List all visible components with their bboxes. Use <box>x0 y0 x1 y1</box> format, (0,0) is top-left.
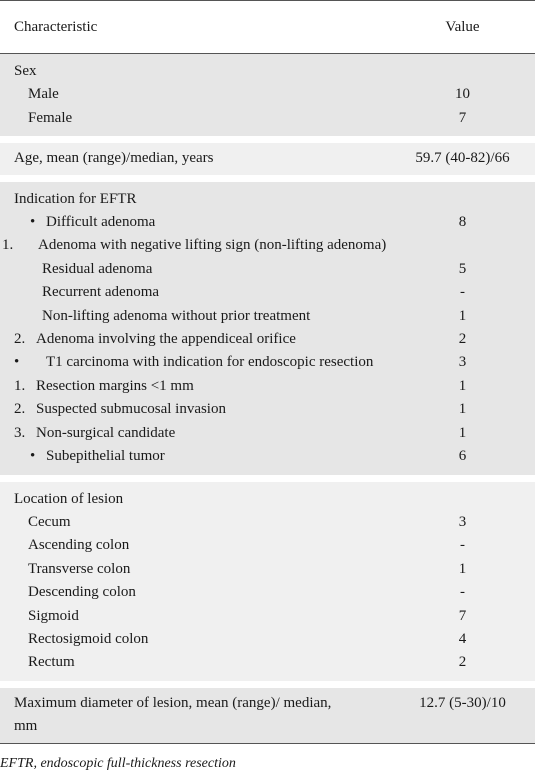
margins-label: Resection margins <1 mm <box>36 377 194 394</box>
list-number: 3. <box>14 424 26 441</box>
location-label: Location of lesion <box>14 490 124 507</box>
t1-value: 3 <box>458 354 467 371</box>
nonlifting-label: Adenoma with negative lifting sign (non-lifting adenoma) <box>38 237 387 254</box>
indication-label: Indication for EFTR <box>14 190 137 207</box>
sex-label: Sex <box>14 63 37 79</box>
location-item-label: Transverse colon <box>28 560 131 577</box>
table-row <box>0 351 535 374</box>
male-label: Male <box>28 86 59 103</box>
location-item-value: 2 <box>458 654 467 671</box>
bullet-icon: • <box>30 448 36 465</box>
location-item-value: 7 <box>458 607 467 624</box>
table-row <box>0 234 535 257</box>
sex-group <box>0 54 535 137</box>
list-number: 2. <box>14 331 26 348</box>
bullet-icon: • <box>14 354 20 371</box>
location-item-value: - <box>460 584 465 601</box>
bullet-icon: • <box>30 214 36 231</box>
table-row <box>0 143 535 174</box>
table-row <box>0 558 535 581</box>
table-row <box>0 211 535 234</box>
table-row <box>0 258 535 281</box>
diameter-label: Maximum diameter of lesion, mean (range)/ median, mm <box>0 688 390 743</box>
table-row <box>0 534 535 557</box>
appendiceal-value: 2 <box>458 331 467 348</box>
location-group <box>0 482 535 681</box>
nonsurgical-value: 1 <box>458 424 467 441</box>
location-item-value: - <box>460 537 465 554</box>
residual-label: Residual adenoma <box>42 260 153 277</box>
table-header-row <box>0 1 535 54</box>
location-item-value: 3 <box>458 513 467 530</box>
noprior-value: 1 <box>458 307 467 324</box>
location-item-label: Rectosigmoid colon <box>28 630 149 647</box>
table-row <box>0 305 535 328</box>
table-row <box>0 398 535 421</box>
margins-value: 1 <box>458 377 467 394</box>
table-row <box>0 83 535 106</box>
location-item-value: 1 <box>458 560 467 577</box>
header-characteristic: Characteristic <box>0 1 390 54</box>
table-row <box>0 511 535 534</box>
location-item-label: Ascending colon <box>28 537 130 554</box>
location-item-label: Descending colon <box>28 584 136 601</box>
table-row <box>0 688 535 743</box>
table-row <box>0 651 535 680</box>
table-row <box>0 482 535 511</box>
indication-group <box>0 182 535 475</box>
nonsurgical-label: Non-surgical candidate <box>36 424 176 441</box>
residual-value: 5 <box>458 260 467 277</box>
table-row <box>0 182 535 211</box>
male-value: 10 <box>455 86 470 103</box>
diameter-group <box>0 688 535 743</box>
list-number: 1. <box>14 377 26 394</box>
table-row <box>0 605 535 628</box>
location-item-label: Sigmoid <box>28 607 79 624</box>
appendiceal-label: Adenoma involving the appendiceal orifice <box>36 331 296 348</box>
list-number: 2. <box>14 401 26 418</box>
location-item-label: Cecum <box>28 513 71 530</box>
table-row <box>0 328 535 351</box>
list-number: 1. <box>2 237 14 254</box>
recurrent-label: Recurrent adenoma <box>42 284 160 301</box>
difficult-adenoma-value: 8 <box>458 214 467 231</box>
location-item-value: 4 <box>458 630 467 647</box>
table-row <box>0 628 535 651</box>
subepithelial-label: Subepithelial tumor <box>46 448 165 465</box>
difficult-adenoma-label: Difficult adenoma <box>46 214 156 231</box>
t1-label: T1 carcinoma with indication for endoscopic resection <box>46 354 374 371</box>
table-row <box>0 581 535 604</box>
table-row <box>0 422 535 445</box>
age-group <box>0 143 535 174</box>
table-row <box>0 375 535 398</box>
diameter-value: 12.7 (5-30)/10 <box>390 688 535 743</box>
table-row <box>0 107 535 136</box>
age-label: Age, mean (range)/median, years <box>14 150 214 167</box>
table-row <box>0 281 535 304</box>
header-value: Value <box>390 1 535 54</box>
age-value: 59.7 (40-82)/66 <box>415 150 510 167</box>
table-row <box>0 445 535 474</box>
location-item-label: Rectum <box>28 654 75 671</box>
recurrent-value: - <box>460 284 465 301</box>
subepithelial-value: 6 <box>458 448 467 465</box>
noprior-label: Non-lifting adenoma without prior treatment <box>42 307 311 324</box>
female-label: Female <box>28 109 73 126</box>
female-value: 7 <box>458 109 467 126</box>
submucosal-label: Suspected submucosal invasion <box>36 401 226 418</box>
submucosal-value: 1 <box>458 401 467 418</box>
footnote: EFTR, endoscopic full-thickness resection <box>0 756 236 771</box>
table-row <box>0 54 535 84</box>
